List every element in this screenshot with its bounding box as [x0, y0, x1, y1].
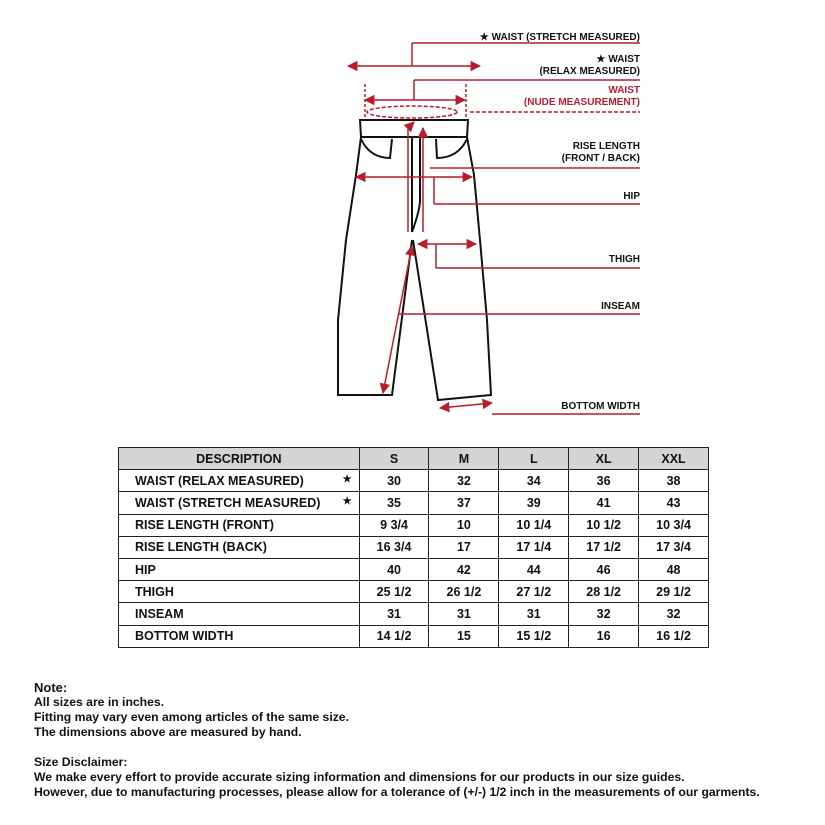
- notes-line: Fitting may vary even among articles of the same size.: [34, 710, 349, 724]
- size-value-cell: 25 1/2: [359, 581, 429, 603]
- size-value-cell: 9 3/4: [359, 514, 429, 536]
- size-value-cell: 16 3/4: [359, 536, 429, 558]
- notes-line: All sizes are in inches.: [34, 695, 165, 709]
- size-value-cell: 17 3/4: [639, 536, 709, 558]
- size-value-cell: 10 1/2: [569, 514, 639, 536]
- size-value-cell: 38: [639, 470, 709, 492]
- star-icon: ★: [342, 474, 352, 486]
- table-header: XXL: [639, 448, 709, 470]
- size-value-cell: 17 1/4: [499, 536, 569, 558]
- size-value-cell: 31: [429, 603, 499, 625]
- size-value-cell: 10 3/4: [639, 514, 709, 536]
- star-icon: ★: [342, 496, 352, 508]
- size-value-cell: 15: [429, 625, 499, 647]
- size-value-cell: 15 1/2: [499, 625, 569, 647]
- label-bottom-width: BOTTOM WIDTH: [561, 401, 640, 412]
- size-value-cell: 42: [429, 558, 499, 580]
- size-value-cell: 32: [639, 603, 709, 625]
- table-header: XL: [569, 448, 639, 470]
- table-header: S: [359, 448, 429, 470]
- row-description: RISE LENGTH (FRONT): [119, 514, 360, 536]
- size-value-cell: 30: [359, 470, 429, 492]
- row-description: BOTTOM WIDTH: [119, 625, 360, 647]
- label-waist-stretch: ★ WAIST (STRETCH MEASURED): [479, 32, 640, 43]
- notes-title: Note:: [34, 680, 68, 695]
- table-row: [119, 514, 709, 536]
- table-header: DESCRIPTION: [119, 448, 360, 470]
- pants-outline: [338, 120, 491, 400]
- size-value-cell: 39: [499, 492, 569, 514]
- disclaimer-title: Size Disclaimer:: [34, 755, 128, 769]
- size-value-cell: 17: [429, 536, 499, 558]
- size-value-cell: 43: [639, 492, 709, 514]
- size-value-cell: 16 1/2: [639, 625, 709, 647]
- size-table: [118, 447, 709, 648]
- row-description: INSEAM: [119, 603, 360, 625]
- star-icon: ★: [596, 54, 606, 65]
- size-value-cell: 31: [499, 603, 569, 625]
- size-value-cell: 16: [569, 625, 639, 647]
- table-header-row: [119, 448, 709, 470]
- size-value-cell: 29 1/2: [639, 581, 709, 603]
- star-icon: ★: [479, 32, 489, 43]
- row-description: THIGH: [119, 581, 360, 603]
- disclaimer-section: [34, 755, 760, 800]
- table-row: [119, 625, 709, 647]
- label-rise: RISE LENGTH (FRONT / BACK): [561, 141, 640, 164]
- size-value-cell: 46: [569, 558, 639, 580]
- label-thigh: THIGH: [608, 254, 640, 265]
- size-value-cell: 17 1/2: [569, 536, 639, 558]
- size-value-cell: 48: [639, 558, 709, 580]
- disclaimer-line: We make every effort to provide accurate sizing information and dimensions for our products in our size guides.: [34, 770, 685, 784]
- table-row: [119, 536, 709, 558]
- table-row: [119, 558, 709, 580]
- table-header: L: [499, 448, 569, 470]
- size-value-cell: 41: [569, 492, 639, 514]
- size-value-cell: 34: [499, 470, 569, 492]
- size-value-cell: 28 1/2: [569, 581, 639, 603]
- size-value-cell: 32: [569, 603, 639, 625]
- size-value-cell: 14 1/2: [359, 625, 429, 647]
- table-header: M: [429, 448, 499, 470]
- size-value-cell: 36: [569, 470, 639, 492]
- size-value-cell: 44: [499, 558, 569, 580]
- table-row: [119, 581, 709, 603]
- label-inseam: INSEAM: [601, 301, 640, 312]
- table-row: [119, 492, 709, 514]
- size-value-cell: 40: [359, 558, 429, 580]
- row-description: RISE LENGTH (BACK): [119, 536, 360, 558]
- size-value-cell: 32: [429, 470, 499, 492]
- label-waist-relax: ★ WAIST (RELAX MEASURED): [539, 54, 640, 77]
- size-value-cell: 10: [429, 514, 499, 536]
- label-waist-nude: WAIST (NUDE MEASUREMENT): [523, 85, 640, 108]
- size-value-cell: 10 1/4: [499, 514, 569, 536]
- size-value-cell: 27 1/2: [499, 581, 569, 603]
- label-hip: HIP: [623, 191, 640, 202]
- size-value-cell: 26 1/2: [429, 581, 499, 603]
- table-row: [119, 470, 709, 492]
- notes-line: The dimensions above are measured by hand.: [34, 725, 302, 739]
- table-row: [119, 603, 709, 625]
- size-value-cell: 37: [429, 492, 499, 514]
- row-description: HIP: [119, 558, 360, 580]
- size-value-cell: 31: [359, 603, 429, 625]
- row-description: WAIST (STRETCH MEASURED) ★: [119, 492, 360, 514]
- row-description: WAIST (RELAX MEASURED) ★: [119, 470, 360, 492]
- disclaimer-line: However, due to manufacturing processes, please allow for a tolerance of (+/-) 1/2 inch in the measurements of our garments.: [34, 785, 760, 799]
- size-value-cell: 35: [359, 492, 429, 514]
- notes-section: [34, 680, 349, 740]
